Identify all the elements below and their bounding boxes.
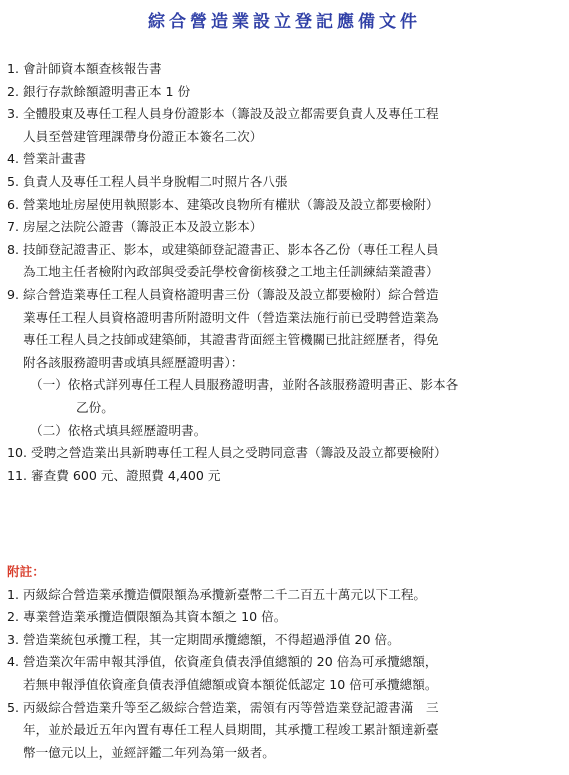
- requirement-line-18: 10. 受聘之營造業出具新聘專任工程人員之受聘同意書（籌設及設立都要檢附）: [7, 445, 447, 461]
- note-line-1: 1. 丙級綜合營造業承攬造價限額為承攬新臺幣二千二百五十萬元以下工程。: [7, 586, 427, 602]
- notes-title: 附註：: [7, 564, 45, 579]
- note-line-5: 若無申報淨值依資產負債表淨值總額或資本額從低認定 10 倍可承攬總額。: [23, 676, 438, 692]
- requirement-line-13: 專任工程人員之技師或建築師，其證書背面經主管機關已批註經歷者，得免: [23, 332, 439, 348]
- requirement-line-1: 1. 會計師資本額查核報告書: [7, 61, 162, 76]
- requirement-line-10: 為工地主任者檢附內政部與受委託學校會銜核發之工地主任訓練結業證書）: [23, 264, 439, 280]
- requirement-line-8: 7. 房屋之法院公證書（籌設正本及設立影本）: [7, 219, 263, 235]
- document-title: 綜合營造業設立登記應備文件: [148, 12, 421, 32]
- note-line-4: 4. 營造業次年需申報其淨值，依資產負債表淨值總額的 20 倍為可承攬總額，: [7, 654, 438, 670]
- requirement-line-15: （一）依格式詳列專任工程人員服務證明書，並附各該服務證明書正、影本各: [30, 377, 459, 393]
- requirement-line-12: 業專任工程人員資格證明書所附證明文件（營造業法施行前已受聘營造業為: [23, 309, 439, 325]
- note-line-6: 5. 丙級綜合營造業升等至乙級綜合營造業，需領有丙等營造業登記證書滿 三: [7, 699, 439, 715]
- requirement-line-7: 6. 營業地址房屋使用執照影本、建築改良物所有權狀（籌設及設立都要檢附）: [7, 196, 439, 212]
- requirement-line-16: 乙份。: [76, 399, 114, 415]
- note-line-8: 幣一億元以上，並經評鑑二年列為第一級者。: [23, 744, 275, 760]
- requirement-line-6: 5. 負責人及專任工程人員半身脫帽二吋照片各八張: [7, 173, 288, 189]
- requirement-line-19: 11. 審查費 600 元、證照費 4,400 元: [7, 467, 221, 483]
- notes-list: [7, 584, 563, 765]
- requirement-line-11: 9. 綜合營造業專任工程人員資格證明書三份（籌設及設立都要檢附）綜合營造: [7, 286, 439, 302]
- requirement-line-4: 人員至營建管理課帶身份證正本簽名二次）: [23, 128, 263, 144]
- requirement-line-5: 4. 營業計畫書: [7, 151, 86, 167]
- requirements-list: [7, 58, 563, 487]
- notes-section: [7, 561, 563, 764]
- note-line-2: 2. 專業營造業承攬造價限額為其資本額之 10 倍。: [7, 609, 287, 625]
- requirement-line-2: 2. 銀行存款餘額證明書正本 1 份: [7, 83, 191, 99]
- note-line-3: 3. 營造業統包承攬工程，其一定期間承攬總額，不得超過淨值 20 倍。: [7, 631, 400, 647]
- requirement-line-9: 8. 技師登記證書正、影本，或建築師登記證書正、影本各乙份（專任工程人員: [7, 241, 439, 257]
- requirement-line-14: 附各該服務證明書或填具經歷證明書）：: [23, 354, 244, 370]
- note-line-7: 年，並於最近五年內置有專任工程人員期間，其承攬工程竣工累計額達新臺: [23, 722, 439, 738]
- requirement-line-17: （二）依格式填具經歷證明書。: [30, 422, 207, 438]
- requirement-line-3: 3. 全體股東及專任工程人員身份證影本（籌設及設立都需要負責人及專任工程: [7, 106, 439, 122]
